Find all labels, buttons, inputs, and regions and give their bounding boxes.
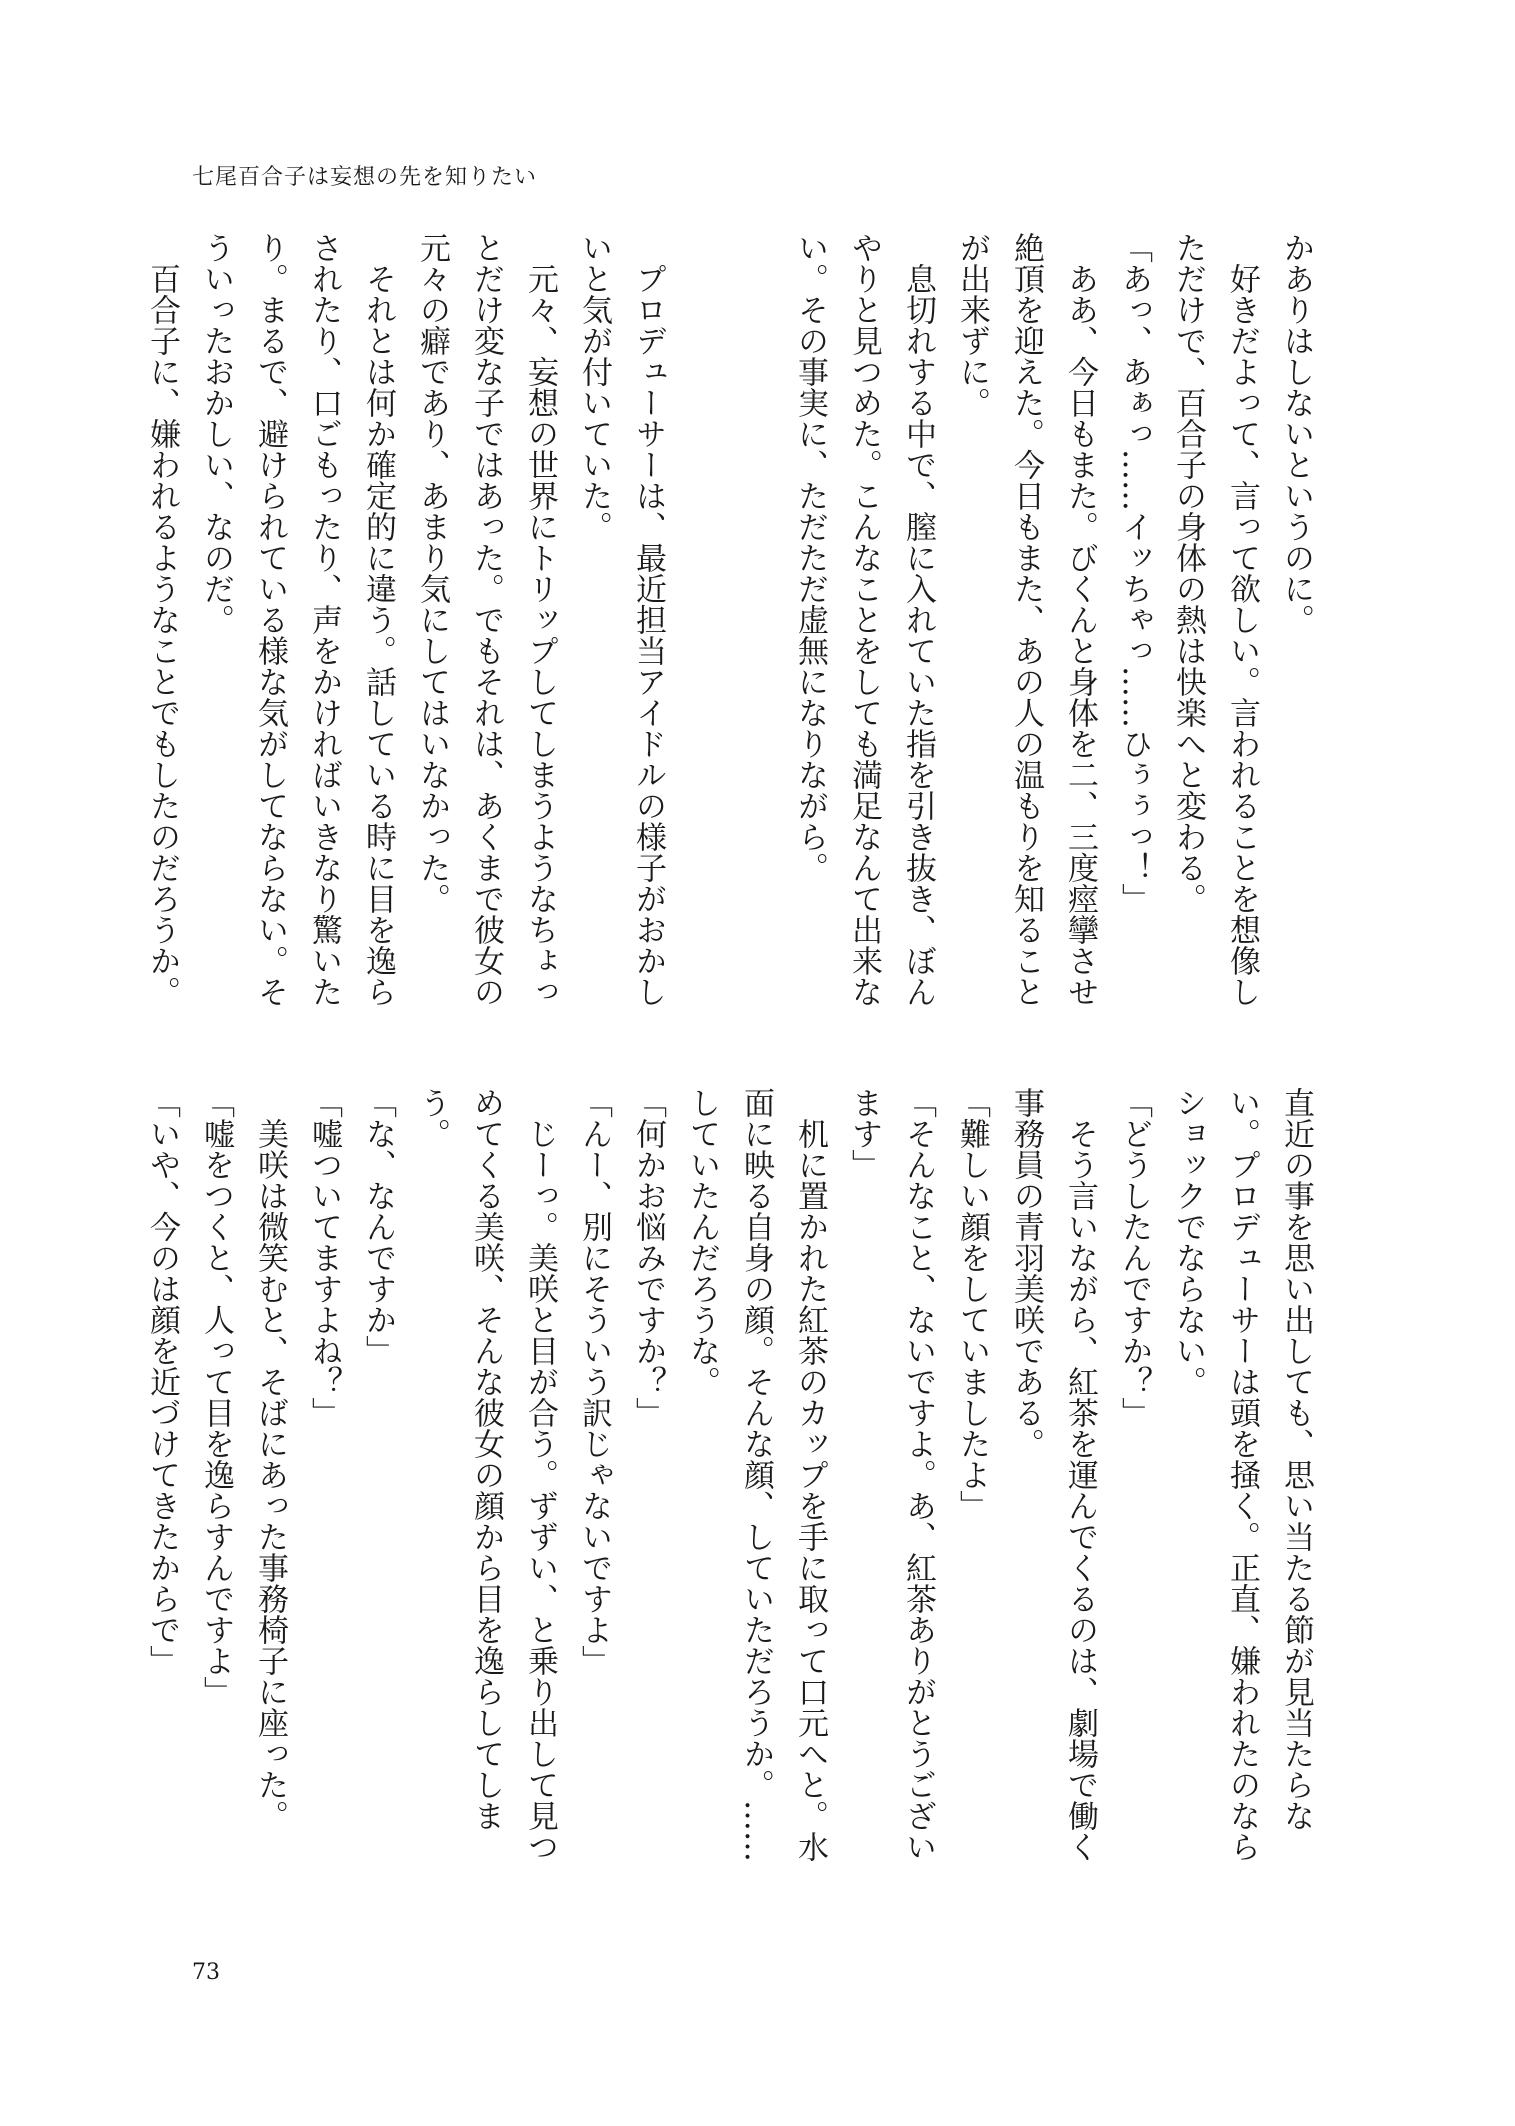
- text-line: やりと見つめた。こんなことをしても満足なんて出来な: [846, 232, 882, 1007]
- text-line: 「嘘ついてますよね？」: [306, 1087, 342, 1428]
- text-line: [675, 232, 729, 1012]
- text-line: が出来ずに。: [954, 232, 990, 418]
- text-line: されたり、口ごもったり、声をかければいきなり驚いた: [306, 232, 342, 1007]
- text-line: 好きだよって、言って欲しい。言われることを想像し: [1224, 232, 1260, 1007]
- text-line: い。プロデューサーは頭を掻く。正直、嫌われたのなら: [1224, 1087, 1260, 1862]
- text-line: 「嘘をつくと、人って目を逸らすんですよ」: [198, 1087, 234, 1707]
- text-line: り。まるで、避けられている様な気がしてならない。そ: [252, 232, 288, 1007]
- text-line: 元々、妄想の世界にトリップしてしまうようなちょっ: [522, 232, 558, 1007]
- body-text-lower: [144, 1087, 1323, 1867]
- body-text-upper: [144, 232, 1323, 1012]
- text-line: う。: [414, 1087, 450, 1149]
- page-number: 73: [192, 1960, 220, 1985]
- text-line: めてくる美咲、そんな彼女の顔から目を逸らしてしま: [468, 1087, 504, 1831]
- text-line: いと気が付いていた。: [576, 232, 612, 542]
- text-line: 「何かお悩みですか？」: [630, 1087, 666, 1428]
- text-line: ただけで、百合子の身体の熱は快楽へと変わる。: [1170, 232, 1206, 914]
- text-line: 絶頂を迎えた。今日もまた、あの人の温もりを知ること: [1008, 232, 1044, 1007]
- text-line: そう言いながら、紅茶を運んでくるのは、劇場で働く: [1062, 1087, 1098, 1862]
- text-line: 直近の事を思い出しても、思い当たる節が見当たらな: [1278, 1087, 1314, 1831]
- text-line: い。その事実に、ただただ虚無になりながら。: [792, 232, 828, 883]
- text-line: ショックでならない。: [1170, 1087, 1206, 1397]
- text-line: 「いや、今のは顔を近づけてきたからで」: [144, 1087, 180, 1676]
- text-line: 百合子に、嫌われるようなことでもしたのだろうか。: [144, 232, 180, 1007]
- text-line: ういったおかしい、なのだ。: [198, 232, 234, 635]
- text-line: 「難しい顔をしていましたよ」: [954, 1087, 990, 1521]
- text-line: 「んー、別にそういう訳じゃないですよ」: [576, 1087, 612, 1676]
- text-line: ます」: [846, 1087, 882, 1180]
- text-line: ああ、今日もまた。びくんと身体を二、三度痙攣させ: [1062, 232, 1098, 1007]
- text-line: 息切れする中で、膣に入れていた指を引き抜き、ぼん: [900, 232, 936, 1007]
- text-line: 面に映る自身の顔。そんな顔、していただろうか。……: [738, 1087, 774, 1862]
- text-line: 「あっ、あぁっ……イッちゃっ……ひぅぅっ！」: [1116, 232, 1152, 914]
- text-line: 「そんなこと、ないですよ。あ、紅茶ありがとうござい: [900, 1087, 936, 1862]
- text-line: [729, 232, 783, 1012]
- text-line: 美咲は微笑むと、そばにあった事務椅子に座った。: [252, 1087, 288, 1831]
- running-head-title: 七尾百合子は妄想の先を知りたい: [192, 165, 538, 190]
- text-line: していたんだろうな。: [684, 1087, 720, 1397]
- text-line: 机に置かれた紅茶のカップを手に取って口元へと。水: [792, 1087, 828, 1862]
- text-line: 「な、なんですか」: [360, 1087, 396, 1366]
- text-line: プロデューサーは、最近担当アイドルの様子がおかし: [630, 232, 666, 1007]
- text-line: かありはしないというのに。: [1278, 232, 1314, 635]
- text-line: 事務員の青羽美咲である。: [1008, 1087, 1044, 1459]
- text-line: それとは何か確定的に違う。話している時に目を逸ら: [360, 232, 396, 1007]
- text-line: 元々の癖であり、あまり気にしてはいなかった。: [414, 232, 450, 914]
- text-line: じーっ。美咲と目が合う。ずずい、と乗り出して見つ: [522, 1087, 558, 1862]
- text-line: 「どうしたんですか？」: [1116, 1087, 1152, 1428]
- text-line: とだけ変な子ではあった。でもそれは、あくまで彼女の: [468, 232, 504, 1007]
